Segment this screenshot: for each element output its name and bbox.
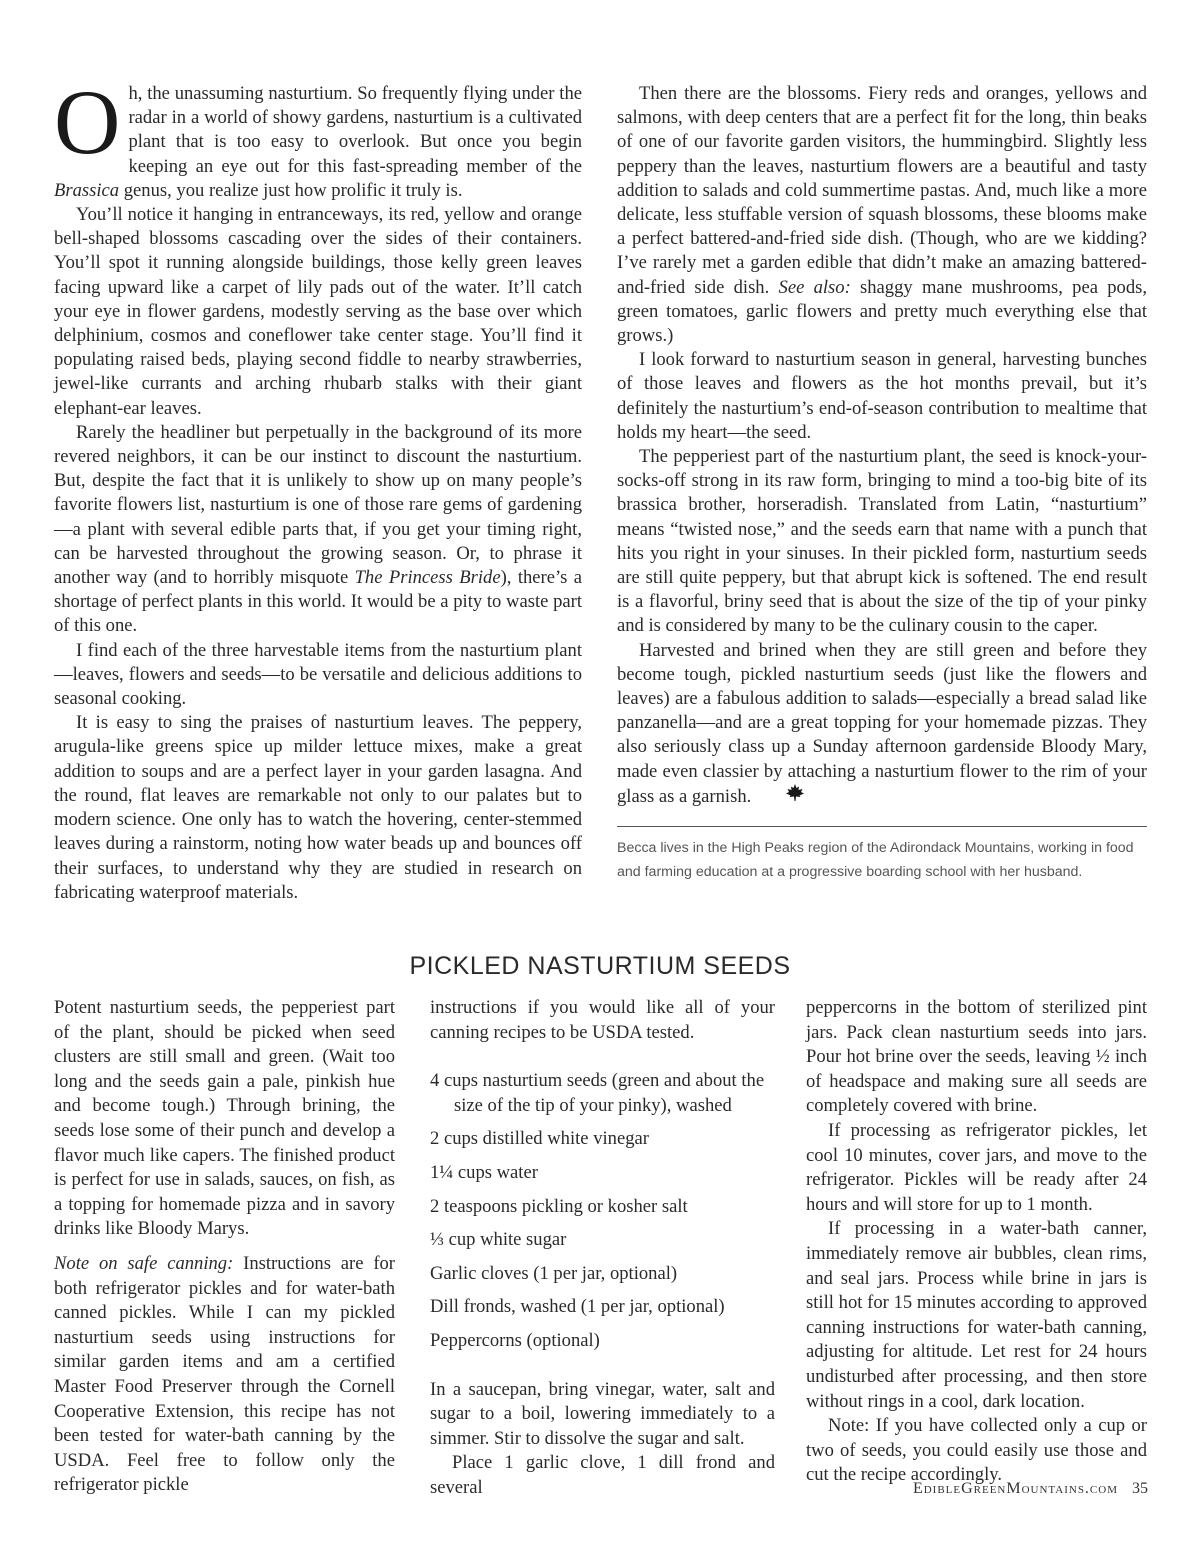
recipe-title: PICKLED NASTURTIUM SEEDS xyxy=(409,952,791,980)
author-bio: Becca lives in the High Peaks region of the Adirondack Mountains, working in food and farming education at a progressive boarding school with her husband. xyxy=(617,840,1134,880)
drop-cap: O xyxy=(54,71,121,173)
article-paragraph: Oh, the unassuming nasturtium. So frequently flying under the radar in a world of showy gardens, nasturtium is a cultivated plant that is too easy to overlook. But once you begin keeping an eye out for this fast-spreading member of the Brassica genus, you realize just how prolific it truly is. xyxy=(54,71,582,201)
method-step: If processing as refrigerator pickles, let cool 10 minutes, cover jars, and move to the refrigerator. Pickles will be ready after 24 hours and will store for up to 1 month. xyxy=(806,1119,1147,1215)
ingredient-item: Garlic cloves (1 per jar, optional) xyxy=(430,1262,678,1284)
maple-leaf-icon xyxy=(763,784,805,810)
canning-note: Note on safe canning: Instructions are for both refrigerator pickles and for water-bath canned pickles. While I can my pickled nasturtium seeds using instructions for similar garden items and am a certified Master Food Preserver through the Cornell Cooperative Extension, this recipe has not been tested for water-bath canning by the USDA. Feel free to follow only the refrigerator pickle xyxy=(54,1252,395,1496)
method-step: Place 1 garlic clove, 1 dill frond and several xyxy=(430,1452,775,1498)
page-number: 35 xyxy=(1132,1480,1148,1497)
method-step: If processing in a water-bath canner, immediately remove air bubbles, clean rims, and seal jars. Process while brine in jars is still hot for 15 minutes according to approved canning instructions for water-bath canning, adjusting for altitude. Let rest for 24 hours undisturbed after processing, and then store without rings in a cool, dark location. xyxy=(806,1218,1147,1412)
ingredient-item: ⅓ cup white sugar xyxy=(430,1229,567,1251)
article-paragraph: Harvested and brined when they are still green and before they become tough, pickled nasturtium seeds (just like the flowers and leaves) are a fabulous addition to salads—especially a bread salad like panzanella—and are a great topping for your homemade pizzas. They also seriously class up a Sunday afternoon gardenside Bloody Mary, made even classier by attaching a nasturtium flower to the rim of your glass as a garnish. xyxy=(617,639,1147,810)
bio-divider xyxy=(617,826,1147,827)
article-column-right xyxy=(617,82,1147,810)
article-paragraph: I look forward to nasturtium season in general, harvesting bunches of those leaves and flowers as the hot months prevail, but it’s definitely the nasturtium’s end-of-season contribution to mealtime that holds my heart—the seed. xyxy=(617,349,1147,443)
ingredient-item: Peppercorns (optional) xyxy=(430,1329,600,1351)
article-paragraph: Then there are the blossoms. Fiery reds and oranges, yellows and salmons, with deep centers that are a perfect fit for the long, thin beaks of one of our favorite garden visitors, the hummingbird. Slightly less peppery than the leaves, nasturtium flowers are a beautiful and tasty addition to salads and cold summertime pastas. And, much like a more delicate, less stuffable version of squash blossoms, these blooms make a perfect battered-and-fried side dish. (Though, who are we kidding? I’ve rarely met a garden edible that didn’t make an amazing battered-and-fried side dish. See also: shaggy mane mushrooms, pea pods, green tomatoes, garlic flowers and pretty much everything else that grows.) xyxy=(617,83,1147,347)
ingredient-item: 1¼ cups water xyxy=(430,1161,538,1183)
recipe-column-2 xyxy=(430,996,775,1501)
article-paragraph: You’ll notice it hanging in entranceways, its red, yellow and orange bell-shaped blossoms cascading over the sides of their containers. You’ll spot it running alongside buildings, those kelly green leaves facing upward like a carpet of lily pads out of the water. It’ll catch your eye in flower gardens, modestly serving as the base over which delphinium, cosmos and coneflower take center stage. You’ll find it populating raised beds, playing second fiddle to nearby strawberries, jewel-like currants and arching rhubarb stalks with their giant elephant-ear leaves. xyxy=(54,204,582,419)
method-step-continued: peppercorns in the bottom of sterilized pint jars. Pack clean nasturtium seeds into jars. Pour hot brine over the seeds, leaving ½ inch of headspace and making sure all seeds are completely covered with brine. xyxy=(806,997,1147,1117)
article-paragraph: I find each of the three harvestable items from the nasturtium plant—leaves, flowers and seeds—to be versatile and delicious additions to seasonal cooking. xyxy=(54,639,582,710)
canning-note-continued: instructions if you would like all of your canning recipes to be USDA tested. xyxy=(430,997,775,1043)
ingredient-item: Dill fronds, washed (1 per jar, optional) xyxy=(430,1296,725,1318)
article-column-left xyxy=(54,71,583,905)
recipe-column-3 xyxy=(806,996,1147,1488)
article-paragraph: The pepperiest part of the nasturtium plant, the seed is knock-your-socks-off strong in its raw form, bringing to mind a too-big bite of its brassica brother, horseradish. Translated from Latin, “nasturtium” means “twisted nose,” and the seeds earn that name with a punch that hits you right in your sinuses. In their pickled form, nasturtium seeds are still quite peppery, but that abrupt kick is softened. The end result is a flavorful, briny seed that is about the size of the tip of your pinky and is considered by many to be the culinary cousin to the caper. xyxy=(617,446,1147,637)
recipe-intro: Potent nasturtium seeds, the pepperiest part of the plant, should be picked when seed clusters are still small and green. (Wait too long and the seeds gain a pale, pinkish hue and become tough.) Through brining, the seeds lose some of their punch and develop a flavor much like capers. The finished product is perfect for use in salads, sauces, on fish, as a topping for homemade pizza and in savory drinks like Bloody Marys. xyxy=(54,997,395,1240)
page-footer xyxy=(913,1480,1148,1498)
website-url: EdibleGreenMountains.com xyxy=(912,1480,1118,1497)
method-step: In a saucepan, bring vinegar, water, salt and sugar to a boil, lowering immediately to a simmer. Stir to dissolve the sugar and salt. xyxy=(430,1378,775,1449)
ingredient-item: 2 teaspoons pickling or kosher salt xyxy=(430,1195,688,1217)
ingredient-item: 2 cups distilled white vinegar xyxy=(430,1128,649,1150)
article-paragraph: Rarely the headliner but perpetually in the background of its more revered neighbors, it can be our instinct to discount the nasturtium. But, despite the fact that it is unlikely to show up on many people’s favorite flowers list, nasturtium is one of those rare gems of gardening—a plant with several edible parts that, if you get your timing right, can be harvested throughout the growing season. Or, to phrase it another way (and to horribly misquote The Princess Bride), there’s a shortage of perfect plants in this world. It would be a pity to waste part of this one. xyxy=(54,421,583,637)
ingredient-item: 4 cups nasturtium seeds (green and about the size of the tip of your pinky), washed xyxy=(430,1070,765,1116)
recipe-column-1 xyxy=(54,996,395,1498)
article-paragraph: It is easy to sing the praises of nasturtium leaves. The peppery, arugula-like greens spice up milder lettuce mixes, make a great addition to soups and are a perfect layer in your garden lasagna. And the round, flat leaves are remarkable not only to our palates but to modern science. One only has to watch the hovering, center-stemmed leaves during a rainstorm, noting how water beads up and bounces off their surfaces, to understand why they are studied in research on fabricating waterproof materials. xyxy=(54,712,582,903)
method-step: Note: If you have collected only a cup or two of seeds, you could easily use those and cut the recipe accordingly. xyxy=(806,1415,1147,1486)
